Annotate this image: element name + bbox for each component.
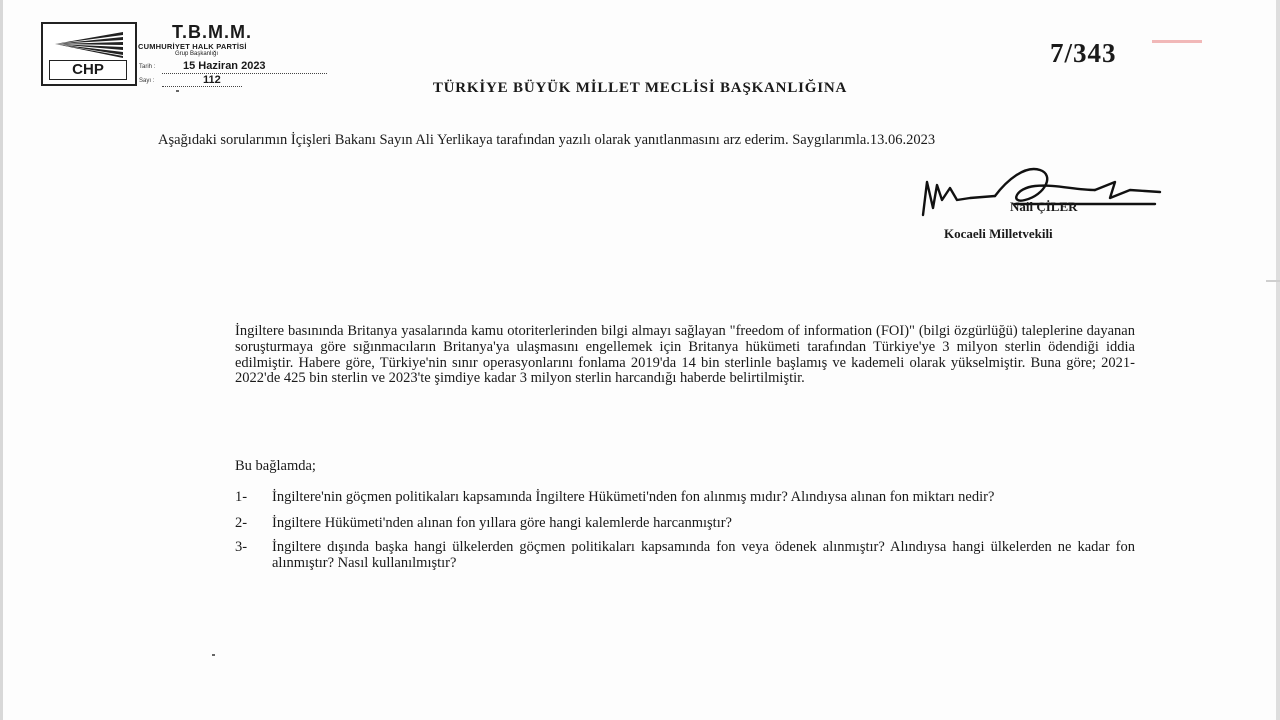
question-text: İngiltere dışında başka hangi ülkelerden göçmen politikaları kapsamında fon veya ödenek alınmıştır? Alındıysa hangi ülkelerden ne kadar fon alınmıştır? Nasıl kullanılmıştır? [272,539,1135,571]
question-number: 3- [235,539,248,555]
scan-edge-right [1276,0,1280,720]
body-paragraph: İngiltere basınında Britanya yasalarında kamu otoriterlerinden bilgi almayı sağlayan "freedom of information (FOI)" (bilgi özgürlüğü) taleplerine dayanan soruşturmaya göre sığınmacıların Britanya'ya ulaşmasını engellemek için Britanya hükümeti tarafından Türkiye'ye 3 milyon sterlin ödendiği iddia edilmiştir. Habere göre, Türkiye'nin sınır operasyonlarını fonlama 2019'da 14 bin sterlinle başlamış ve kademeli olarak yükselmiştir. Buna göre; 2021-2022'de 425 bin sterlin ve 2023'te şimdiye kadar 3 milyon sterlin harcandığı haberde belirtilmiştir. [235,323,1135,387]
context-line: Bu bağlamda; [235,458,316,474]
scan-edge-mark [1266,280,1280,282]
party-name: CUMHURİYET HALK PARTİSİ [138,42,247,51]
question-text: İngiltere Hükümeti'nden alınan fon yıllara göre hangi kalemlerde harcanmıştır? [272,514,732,531]
scan-edge-left [0,0,3,720]
chp-logo [41,22,137,86]
date-label: Tarih : [139,64,156,70]
date-value: 15 Haziran 2023 [183,60,266,72]
question-list [235,490,1135,571]
question-number: 1- [235,489,248,505]
group-name: Grup Başkanlığı [175,51,219,57]
number-label: Sayı : [139,78,155,84]
scan-speck [212,654,215,656]
scan-red-mark [1152,40,1202,43]
six-arrows-icon [53,30,125,58]
question-number: 2- [235,514,248,531]
signer-name: Nail ÇİLER [1010,199,1078,214]
question-text: İngiltere'nin göçmen politikaları kapsamında İngiltere Hükümeti'nden fon alınmış mıdır? Alındıysa alınan fon miktarı nedir? [272,489,995,505]
date-underline [162,73,327,74]
intro-paragraph: Aşağıdaki sorularımın İçişleri Bakanı Sayın Ali Yerlikaya tarafından yazılı olarak yanıtlanmasını arz ederim. Saygılarımla.13.06.2023 [158,132,936,148]
tbmm-heading: T.B.M.M. [172,22,252,42]
question-item [235,490,1135,506]
question-item [235,516,1135,532]
letter-title: TÜRKİYE BÜYÜK MİLLET MECLİSİ BAŞKANLIĞINA [432,80,848,96]
logo-text: CHP [49,60,127,80]
signer-title: Kocaeli Milletvekili [944,226,1053,241]
number-value: 112 [203,74,221,86]
scan-speck [176,90,179,92]
document-number: 7/343 [1050,38,1117,68]
question-item [235,540,1135,571]
